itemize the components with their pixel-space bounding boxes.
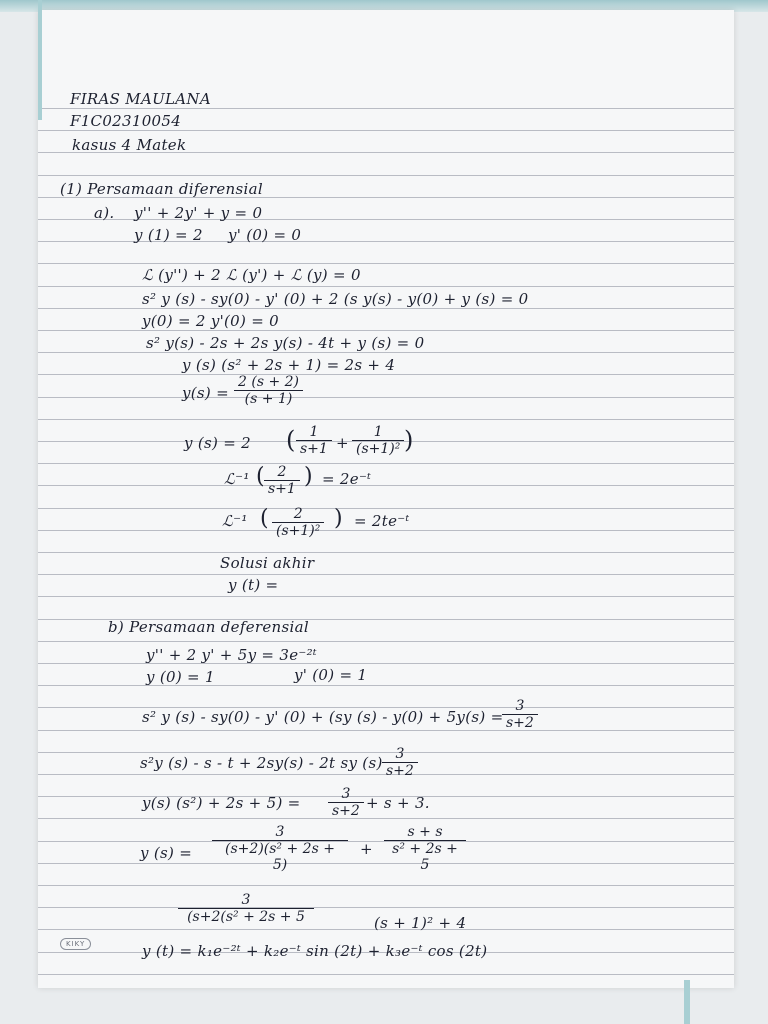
partial-fraction-2 (352, 424, 404, 457)
ys-fraction (234, 374, 303, 407)
ys-numerator: 2 (s + 2) (234, 374, 303, 391)
part-b-last-right: (s + 1)² + 4 (374, 914, 467, 932)
laplace-step-4: s² y(s) - 2s + 2s y(s) - 4t + y (s) = 0 (146, 334, 425, 352)
ruled-line (38, 175, 734, 176)
step2-numerator: 3 (382, 746, 418, 763)
laplace-step-5: y (s) (s² + 2s + 1) = 2s + 4 (182, 356, 396, 374)
part-b-step-2: s²y (s) - s - t + 2sy(s) - 2t sy (s) (140, 754, 383, 772)
inverse-1-close: ) (304, 464, 313, 489)
ruled-line (38, 330, 734, 331)
ys-f1-numerator: 3 (212, 824, 348, 841)
pf1-numerator: 1 (296, 424, 332, 441)
inverse-1-result: = 2e⁻ᵗ (322, 470, 372, 488)
part-b-label: b) Persamaan deferensial (108, 618, 309, 636)
part-b-ys-plus: + (360, 840, 373, 858)
ruled-line (38, 352, 734, 353)
ruled-line (38, 374, 734, 375)
final-solution-label: Solusi akhir (220, 554, 315, 572)
part-b-step-2-fraction (382, 746, 418, 779)
ruled-line (38, 574, 734, 575)
ruled-line (38, 685, 734, 686)
ruled-line (38, 397, 734, 398)
assignment-title: kasus 4 Matek (72, 136, 187, 154)
inverse-2-lhs: ℒ⁻¹ (222, 512, 248, 530)
last-numerator: 3 (178, 892, 314, 909)
part-b-equation: y'' + 2 y' + 5y = 3e⁻²ᵗ (146, 646, 317, 664)
final-solution-equation: y (t) = (228, 576, 279, 594)
inv2-denominator: (s+1)² (276, 523, 321, 539)
open-paren: ( (286, 426, 296, 454)
plus-sign: + (336, 434, 349, 452)
laplace-step-2: s² y (s) - sy(0) - y' (0) + 2 (s y(s) - y(0) + y (s) = 0 (142, 290, 529, 308)
ruled-line (38, 974, 734, 975)
ruled-line (38, 552, 734, 553)
part-a-label: a). (94, 204, 115, 222)
ruled-line (38, 308, 734, 309)
inverse-2-close: ) (334, 506, 343, 531)
inverse-2-fraction (272, 506, 324, 539)
ys-f2-numerator: s + s (384, 824, 466, 841)
part-b-step-3-rhs: + s + 3. (366, 794, 430, 812)
step1-denominator: s+2 (506, 715, 534, 731)
ruled-line (38, 530, 734, 531)
partial-fraction-lhs: y (s) = 2 (184, 434, 251, 452)
ys-denominator: (s + 1) (244, 391, 293, 407)
ruled-line (38, 885, 734, 886)
inverse-1-fraction (264, 464, 300, 497)
ruled-line (38, 907, 734, 908)
ruled-line (38, 818, 734, 819)
step3-numerator: 3 (328, 786, 364, 803)
close-paren: ) (404, 426, 414, 454)
ruled-line (38, 286, 734, 287)
partial-fraction-1 (296, 424, 332, 457)
step2-denominator: s+2 (386, 763, 414, 779)
part-b-step-1-fraction (502, 698, 538, 731)
part-b-ys-fraction-2 (384, 824, 466, 873)
ys-lhs: y(s) = (182, 384, 230, 402)
ruled-line (38, 463, 734, 464)
laplace-step-3: y(0) = 2 y'(0) = 0 (142, 312, 280, 330)
last-denominator: (s+2(s² + 2s + 5 (187, 909, 305, 925)
step1-numerator: 3 (502, 698, 538, 715)
part-b-time-solution: y (t) = k₁e⁻²ᵗ + k₂e⁻ᵗ sin (2t) + k₃e⁻ᵗ cos (2t) (142, 942, 488, 960)
inverse-2-open: ( (260, 506, 269, 531)
inverse-1-lhs: ℒ⁻¹ (224, 470, 250, 488)
ruled-line (38, 508, 734, 509)
part-a-equation: y'' + 2y' + y = 0 (134, 204, 263, 222)
inv2-numerator: 2 (272, 506, 324, 523)
pf1-denominator: s+1 (300, 441, 328, 457)
part-a-condition-1: y (1) = 2 (134, 226, 203, 244)
ys-f1-denominator: (s+2)(s² + 2s + 5) (225, 841, 335, 873)
inverse-1-open: ( (256, 464, 265, 489)
inv1-denominator: s+1 (268, 481, 296, 497)
step3-denominator: s+2 (332, 803, 360, 819)
part-b-last-fraction (178, 892, 314, 925)
part-b-step-3-lhs: y(s) (s²) + 2s + 5) = (142, 794, 301, 812)
part-b-condition-2: y' (0) = 1 (294, 666, 368, 684)
notebook-left-edge (38, 0, 42, 120)
ruled-line (38, 263, 734, 264)
student-name: FIRAS MAULANA (70, 90, 211, 108)
part-b-ys-lhs: y (s) = (140, 844, 193, 862)
notebook-bottom-strip (684, 980, 690, 1024)
ruled-line (38, 130, 734, 131)
part-b-step-1: s² y (s) - sy(0) - y' (0) + (sy (s) - y(0) + 5y(s) = (142, 708, 504, 726)
pf2-denominator: (s+1)² (356, 441, 401, 457)
ruled-line (38, 730, 734, 731)
ruled-line (38, 641, 734, 642)
notebook-brand-badge: KIKY (60, 938, 91, 950)
part-b-ys-fraction-1 (212, 824, 348, 873)
inv1-numerator: 2 (264, 464, 300, 481)
notebook-page (38, 10, 734, 988)
pf2-numerator: 1 (352, 424, 404, 441)
ruled-line (38, 663, 734, 664)
inverse-2-result: = 2te⁻ᵗ (354, 512, 410, 530)
part-b-step-3-fraction (328, 786, 364, 819)
ruled-line (38, 485, 734, 486)
part-a-condition-2: y' (0) = 0 (228, 226, 302, 244)
ys-f2-denominator: s² + 2s + 5 (392, 841, 458, 873)
laplace-step-1: ℒ (y'') + 2 ℒ (y') + ℒ (y) = 0 (142, 266, 361, 284)
student-id: F1C02310054 (70, 112, 182, 130)
section-heading: (1) Persamaan diferensial (60, 180, 263, 198)
part-b-condition-1: y (0) = 1 (146, 668, 215, 686)
ruled-line (38, 419, 734, 420)
ruled-line (38, 596, 734, 597)
ruled-line (38, 108, 734, 109)
